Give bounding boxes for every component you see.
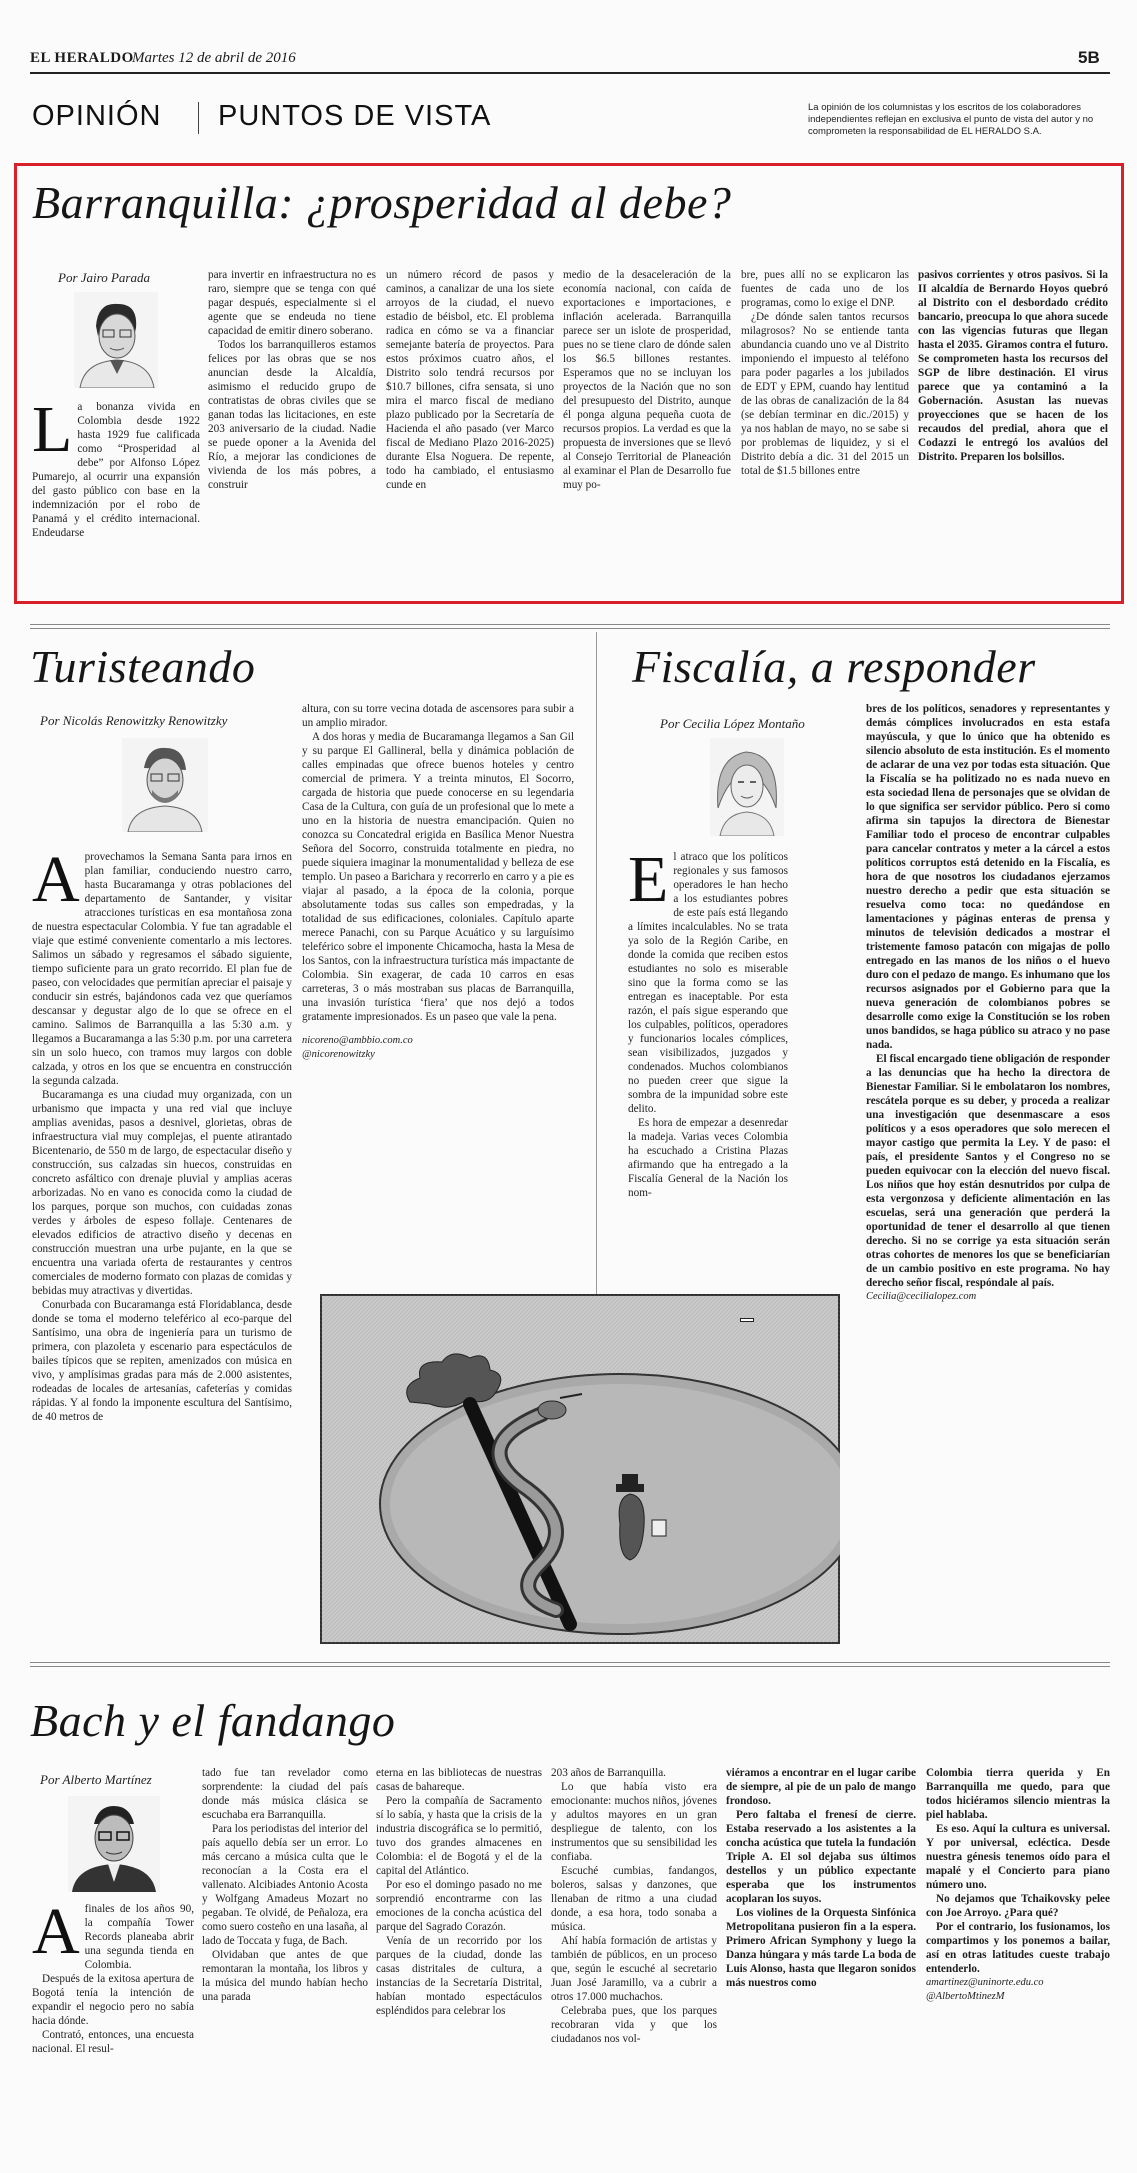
newspaper-name: EL HERALDO (30, 50, 134, 66)
headline-fiscalia: Fiscalía, a responder (632, 641, 1036, 692)
section-title: OPINIÓN (32, 100, 162, 132)
article-text: Conurbada con Bucaramanga está Floridablanca, desde donde se toma el moderno teleférico al eco-parque del Santísimo, una obra de ingeniería para un turismo de primera, con plazoleta y escenario para espectáculos de bailes típicos que se repiten, amenizados con música en vivo, y amplísimas gradas para más de 2.000 asistentes, rodeadas de locales de artesanías, cafeterías y comidas rápidas. Y al fondo la imponente escultura del Santísimo, de 40 metros de (32, 1299, 292, 1423)
author-portrait-alberto-martinez (68, 1796, 160, 1892)
article-text: Escuché cumbias, fandangos, boleros, salsas y danzones, que llenaban de ritmo a una ciudad donde, a esa hora, todo sonaba a música. (551, 1865, 717, 1933)
article-text: un número récord de pasos y caminos, a canalizar de una los siete arroyos de la ciudad, el nuevo estadio de béisbol, etc. El problema radica en cómo se va a financiar semejante batería de proyectos. Para estos próximos cuatro años, el Distrito solo tendrá recursos por $10.7 billones, cifra sensata, si uno mira el marco fiscal de mediano plazo publicado por la Secretaría de Hacienda el año pasado (ver Marco fiscal de Mediano Plazo 2016-2025) durante Elsa Noguera. De repente, todo ha cambiado, el entusiasmo cunde en (386, 269, 554, 491)
article-text: bres de los políticos, senadores y representantes y demás cómplices involucrados en esta estafa mayúscula, y que lo único que ha obtenido es silencio absoluto de esta institución. Es el momento de aclarar de una vez por todas esta situación. Que la Fiscalía se ha politizado no es nada nuevo en esta sociedad llena de personajes que se olvidan de lo que significa ser servidor público. Pero si como afirma sin tapujos la directora de Bienestar Familiar todo el proceso de encontrar culpables para cancelar contratos y meter a la cárcel a estos políticos corruptos está detenido en la Fiscalía, es hora de que nosotros los ciudadanos ejerzamos nuestro derecho a pedir que esta situación se resuelva como toca: no quedándose en lamentaciones y páginas enteras de prensa y minutos de televisión dedicados a mostrar el tristemente famoso patacón con migajas de pollo entregado en las manos de los niños o el huevo duro con el pedazo de mango. Es inhumano que los recursos asignados por el Gobierno para que la nueva generación de colombianos pobres se desarrolle como exige la Constitución se los roben unos bandidos, se haga público su atraco y no pase nada. (866, 703, 1110, 1051)
dropcap-a4: A (32, 1895, 80, 1968)
col-a1-1 (32, 393, 200, 540)
col-a3-1 (628, 843, 788, 1200)
col-a4-6 (926, 1766, 1110, 2004)
section-rule (30, 624, 1110, 625)
article-text: Pero faltaba el frenesí de cierre. Estaba reservado a los asistentes a la concha acústica que tutela la fundación Triple A. El sol dejaba sus últimos destellos y un público expectante esperaba que los instrumentos acoplaran los suyos. (726, 1809, 916, 1905)
article-text: Venía de un recorrido por los parques de la ciudad, donde las casas distritales de cultura, a instancias de la Secretaría Distrital, habían montado espectáculos espléndidos para celebrar los (376, 1935, 542, 2017)
subsection-title: PUNTOS DE VISTA (218, 100, 492, 132)
cartoon-label-paraiso (740, 1318, 754, 1322)
headline-prosperidad: Barranquilla: ¿prosperidad al debe? (32, 177, 732, 228)
article-text: altura, con su torre vecina dotada de ascensores para subir a un amplio mirador. (302, 703, 574, 729)
page-number: 5B (1078, 48, 1100, 67)
article-text: Para los periodistas del interior del país aquello debía ser un error. Lo más cercano a música culta que le reconocían a la Costa era el vallenato. Alcibiades Antonio Acosta y Wolfgang Amadeus Mozart no pegaban. Te olvidé, de Peñaloza, era como suero costeño en una lasaña, al lado de Toccata y fuga, de Bach. (202, 1823, 368, 1947)
section-rule (30, 1666, 1110, 1667)
article-text: A dos horas y media de Bucaramanga llegamos a San Gil y su parque El Gallineral, bella y dinámica población de calles empinadas que ofrece buenos hoteles y centro comercial de primera. Y a treinta minutos, El Socorro, cargada de historia que puede conocerse en su legendaria Casa de la Cultura, con guía de un profesional que lo mete a uno en la historia de nuestra emancipación. Quien no conozca su Concatedral erigida en Basílica Menor Nuestra Señora del Socorro, construida totalmente en piedra, no puede siquiera imaginar la monumentalidad y belleza de ese templo. Un paseo a Barichara y recorrerlo en carro y a pie es viajar al pasado, a la época de la colonia, porque absolutamente todas sus calles son empedradas, y la totalidad de sus edificaciones, coloniales. Capítulo aparte merece Panachi, con su Parque Acuático y su larguísimo teleférico sobre el imponente Chicamocha, hasta la Mesa de los Santos, con la infraestructura turística más impactante de Colombia. Sin exagerar, de cada 10 carros en esas carreteras, 3 o más mostraban sus placas de Barranquilla, una invasión turística ‘fiera’ que nos dejó a todos gratamente impresionados. Es un paseo que vale la pena. (302, 731, 574, 1023)
article-text: Después de la exitosa apertura de Bogotá tenía la intención de expandir el negocio pero no sabía hacia dónde. (32, 1973, 194, 2027)
col-a1-2 (208, 268, 376, 492)
author-twitter[interactable]: @nicorenowitzky (302, 1049, 375, 1060)
article-text: Por el contrario, los fusionamos, los compartimos y los ponemos a bailar, así en otras latitudes cueste trabajo entenderlo. (926, 1921, 1110, 1975)
article-text: finales de los años 90, la compañía Tower Records planeaba abrir una segunda tienda en Colombia. (84, 1903, 194, 1971)
article-text: Contrató, entonces, una encuesta nacional. El resul- (32, 2029, 194, 2055)
cartoon-illustration (320, 1294, 840, 1644)
article-text: Colombia tierra querida y En Barranquilla me quedo, para que todos hiciéramos silencio mientras la piel hablaba. (926, 1767, 1110, 1821)
author-email[interactable]: Cecilia@cecilialopez.com (866, 1291, 977, 1302)
byline-nicolas-renowitzky: Por Nicolás Renowitzky Renowitzky (40, 713, 228, 728)
byline-cecilia-lopez: Por Cecilia López Montaño (660, 716, 805, 731)
article-text: Pero la compañía de Sacramento sí lo sabía, y hasta que la crisis de la industria discográfica se lo permitió, tuvo dos grandes almacenes en Colombia: el de Bogotá y el de la capital del Atlántico. (376, 1795, 542, 1877)
col-a1-3 (386, 268, 554, 492)
article-text: Ahí había formación de artistas y también de públicos, en un proceso que, según le escuché al secretario Juan José Jaramillo, va a cubrir a otros 17.000 muchachos. (551, 1935, 717, 2003)
article-text: provechamos la Semana Santa para irnos en plan familiar, conduciendo nuestro carro, hasta Bucaramanga y otras poblaciones del departamento de Santander, y visitar atracciones turísticas en esa montañosa zona de nuestra espectacular Colombia. Y fue tan agradable el viaje que estimé conveniente comentarlo a mis lectores. Salimos un sábado y regresamos el sábado siguiente, tiempo suficiente para un grato recorrido. El plan fue de paseo, con velocidades que permitían apreciar el paisaje y conducir sin estrés, bajándonos cada vez que queríamos descansar y degustar algo de lo que se ofrece en el camino. Salimos de Barranquilla a las 5:30 a.m. y llegamos a Bucaramanga a las 5:30 p.m. por una carretera sin un solo hueco, con tramos muy largos con doble calzada, y otros en los que se encuentra en construcción la segunda calzada. (32, 851, 292, 1087)
col-a1-4 (563, 268, 731, 492)
byline-alberto-martinez: Por Alberto Martínez (40, 1772, 152, 1787)
headline-bach: Bach y el fandango (30, 1695, 396, 1746)
article-text: pasivos corrientes y otros pasivos. Si la II alcaldía de Bernardo Hoyos quebró al Distrito con el desbordado crédito bancario, preocupa lo que ahora sucede con las vigencias futuras que llegan hasta el 2035. Giramos contra el futuro. Se comprometen hasta los recursos del SGP de libre destinación. El virus parece que ya contaminó a la Gobernación. Asustan las nuevas proyecciones que se hacen de los recaudos del predial, ahora que el Codazzi le entregó los avalúos del Distrito. Preparen los bolsillos. (918, 269, 1108, 463)
edition-date: Martes 12 de abril de 2016 (132, 50, 296, 66)
article-text: Es eso. Aquí la cultura es universal. Y por universal, ecléctica. Desde nuestra génesis tenemos oído para el mapalé y el Concierto para piano número uno. (926, 1823, 1110, 1891)
dropcap-a3: E (628, 843, 669, 916)
article-text: Celebraba pues, que los parques recobraran vida y que los ciudadanos nos vol- (551, 2005, 717, 2045)
article-text: Por eso el domingo pasado no me sorprendió encontrarme con las emociones de la concha acústica del parque del Sagrado Corazón. (376, 1879, 542, 1933)
article-text: medio de la desaceleración de la economía nacional, con caída de exportaciones e importaciones, e inflación acelerada. Barranquilla parece ser un islote de prosperidad, pues no se tiene claro de dónde salen los $6.5 billones restantes. Esperamos que no se incluyan los proyectos de la Nación que no son del presupuesto del Distrito, aunque él ponga alguna pequeña cuota de recursos propios. La verdad es que la propuesta de inversiones que se llevó al Consejo Territorial de Planeación al examinar el Plan de Desarrollo fue muy po- (563, 269, 731, 491)
article-text: ¿De dónde salen tantos recursos milagrosos? No se entiende tanta abundancia cuando uno ve al Distrito imponiendo el impuesto al teléfono para poder pagarles a los jubilados de EDT y EPM, cuando hay lentitud de las obras de canalización de la 84 (se debían terminar en dic./2015) y ya nos hablan de mayo, no se sabe si por problemas de liquidez, y si el Distrito debía a dic. 31 del 2015 un total de $1.5 billones entre (741, 311, 909, 477)
headline-turisteando: Turisteando (30, 641, 256, 692)
author-portrait-nicolas-renowitzky (122, 738, 208, 832)
article-text: Olvidaban que antes de que remontaran la montaña, los libros y la música del mundo habían hecho una parada (202, 1949, 368, 2003)
article-text: l atraco que los políticos regionales y sus famosos operadores le han hecho a los estudiantes pobres de este país está llegando a límites incalculables. No se trata ya solo de la Región Caribe, en donde la comida que reciben estos estudiantes no solo es miserable sino que la forma como se las entregan es inaceptable. Por esta razón, el país sigue esperando que los culpables, políticos, operadores y funcionarios locales cómplices, sean visibilizados, juzgados y condenados. Muchos colombianos no pueden creer que sigue la sombra de la impunidad sobre este delito. (628, 851, 788, 1115)
dropcap-a2: A (32, 843, 80, 916)
article-text: para invertir en infraestructura no es raro, siempre que se tenga con qué pagar después, especialmente si el agente que se endeuda no tiene capacidad de emitir dinero soberano. (208, 269, 376, 337)
article-text: Lo que había visto era emocionante: muchos niños, jóvenes y adultos mayores en un gran despliegue de talento, con los instrumentos que su sensibilidad les confiaba. (551, 1781, 717, 1863)
col-a3-2 (866, 702, 1110, 1304)
author-email[interactable]: amartinez@uninorte.edu.co (926, 1977, 1044, 1988)
author-portrait-cecilia-lopez (710, 738, 784, 836)
section-divider (198, 102, 199, 134)
col-a2-1 (32, 843, 292, 1424)
article-text: El fiscal encargado tiene obligación de responder a las denuncias que ha hecho la directora de Bienestar Familiar. Si le embolataron los nombres, rescátela porque es su deber, y proceda a realizar una investigación que desenmascare a esos políticos y a esos operadores que solo merecen el mayor castigo que permita la Ley. Y de paso: el país, el presidente Santos y el Congreso no se pueden equivocar con la elección del nuevo fiscal. Los niños que hoy están desnutridos por culpa de esta vergonzosa y deficiente alimentación en las escuelas, será una generación que perderá la oportunidad de tener el desarrollo al que tienen derecho. Si no se corrige ya esta situación serán otras cohortes de menores los que se beneficiarían de un cambio positivo en este programa. No hay derecho señor fiscal, respóndale al país. (866, 1053, 1110, 1289)
section-rule (30, 628, 1110, 629)
article-text: eterna en las bibliotecas de nuestras casas de bahareque. (376, 1767, 542, 1793)
article-text: No dejamos que Tchaikovsky pelee con Joe Arroyo. ¿Para qué? (926, 1893, 1110, 1919)
article-text: Todos los barranquilleros estamos felices por las obras que se nos anuncian desde la Alcaldía, asimismo el reducido grupo de contratistas de obras civiles que se ganan todas las licitaciones, en este 203 aniversario de la ciudad. Nadie se puede oponer a la Avenida del Río, a mejorar las condiciones de vivienda de los más pobres, a construir (208, 339, 376, 491)
article-text: Los violines de la Orquesta Sinfónica Metropolitana pusieron fin a la espera. Primero African Symphony y luego la Danza húngara y más tarde La boda de Luis Alonso, hasta que llegaron sonidos más nuestros como (726, 1907, 916, 1989)
article-text: a bonanza vivida en Colombia desde 1922 hasta 1929 fue calificada como “Prosperidad al debe” por Alfonso López Pumarejo, al ocurrir una expansión del gasto público con base en la indemnización por el robo de Panamá y el crédito internacional. Endeudarse (32, 401, 200, 539)
article-text: Bucaramanga es una ciudad muy organizada, con un urbanismo que impacta y una red vial que incluye amplias avenidas, pasos a desnivel, glorietas, obras de infraestructura vial muy complejas, el puente atirantado Bicentenario, de 550 m de largo, de espectacular diseño y construcción, sus calzadas sin huecos, construidas en concreto asfáltico con drenaje pluvial y amplias aceras arborizadas. No en vano es conocida como la ciudad de los parques, porque son muchos, con cuidadas zonas verdes y árboles de espeso follaje. Centenares de elevados edificios de atractivo diseño y decenas en construcción muestran una urbe pujante, en la que se encuentra una variada oferta de restaurantes y centros comerciales de moderno formato con plazas de comidas y bebidas muy atractivas y divertidas. (32, 1089, 292, 1297)
byline-jairo-parada: Por Jairo Parada (58, 270, 150, 285)
col-a1-6 (918, 268, 1108, 464)
author-portrait-jairo-parada (74, 292, 158, 388)
article-text: 203 años de Barranquilla. (551, 1767, 666, 1779)
col-a4-2 (202, 1766, 368, 2004)
author-twitter[interactable]: @AlbertoMtinezM (926, 1991, 1005, 2002)
col-a4-1 (32, 1895, 194, 2056)
dropcap-a1: L (32, 393, 73, 466)
article-text: Es hora de empezar a desenredar la madeja. Varias veces Colombia ha escuchado a Cristina Plazas afirmando que ha entregado a la Fiscalía General de la Nación los nom- (628, 1117, 788, 1199)
article-text: tado fue tan revelador como sorprendente: la ciudad del país donde más música clásica se escuchaba era Barranquilla. (202, 1767, 368, 1821)
section-rule (30, 1662, 1110, 1663)
col-a4-5 (726, 1766, 916, 1990)
article-text: bre, pues allí no se explicaron las fuentes de cada uno de los programas, como lo exige el DNP. (741, 269, 909, 309)
col-a2-2 (302, 702, 574, 1062)
col-a4-4 (551, 1766, 717, 2046)
col-a4-3 (376, 1766, 542, 2018)
editorial-disclaimer: La opinión de los columnistas y los escritos de los colaboradores independientes reflejan en exclusiva el punto de vista del autor y no comprometen la responsabilidad de EL HERALDO S.A. (808, 102, 1094, 137)
article-text: viéramos a encontrar en el lugar caribe de siempre, al pie de un palo de mango frondoso. (726, 1767, 916, 1807)
author-email[interactable]: nicoreno@ambbio.com.co (302, 1035, 413, 1046)
masthead-rule (30, 72, 1110, 74)
col-a1-5 (741, 268, 909, 478)
